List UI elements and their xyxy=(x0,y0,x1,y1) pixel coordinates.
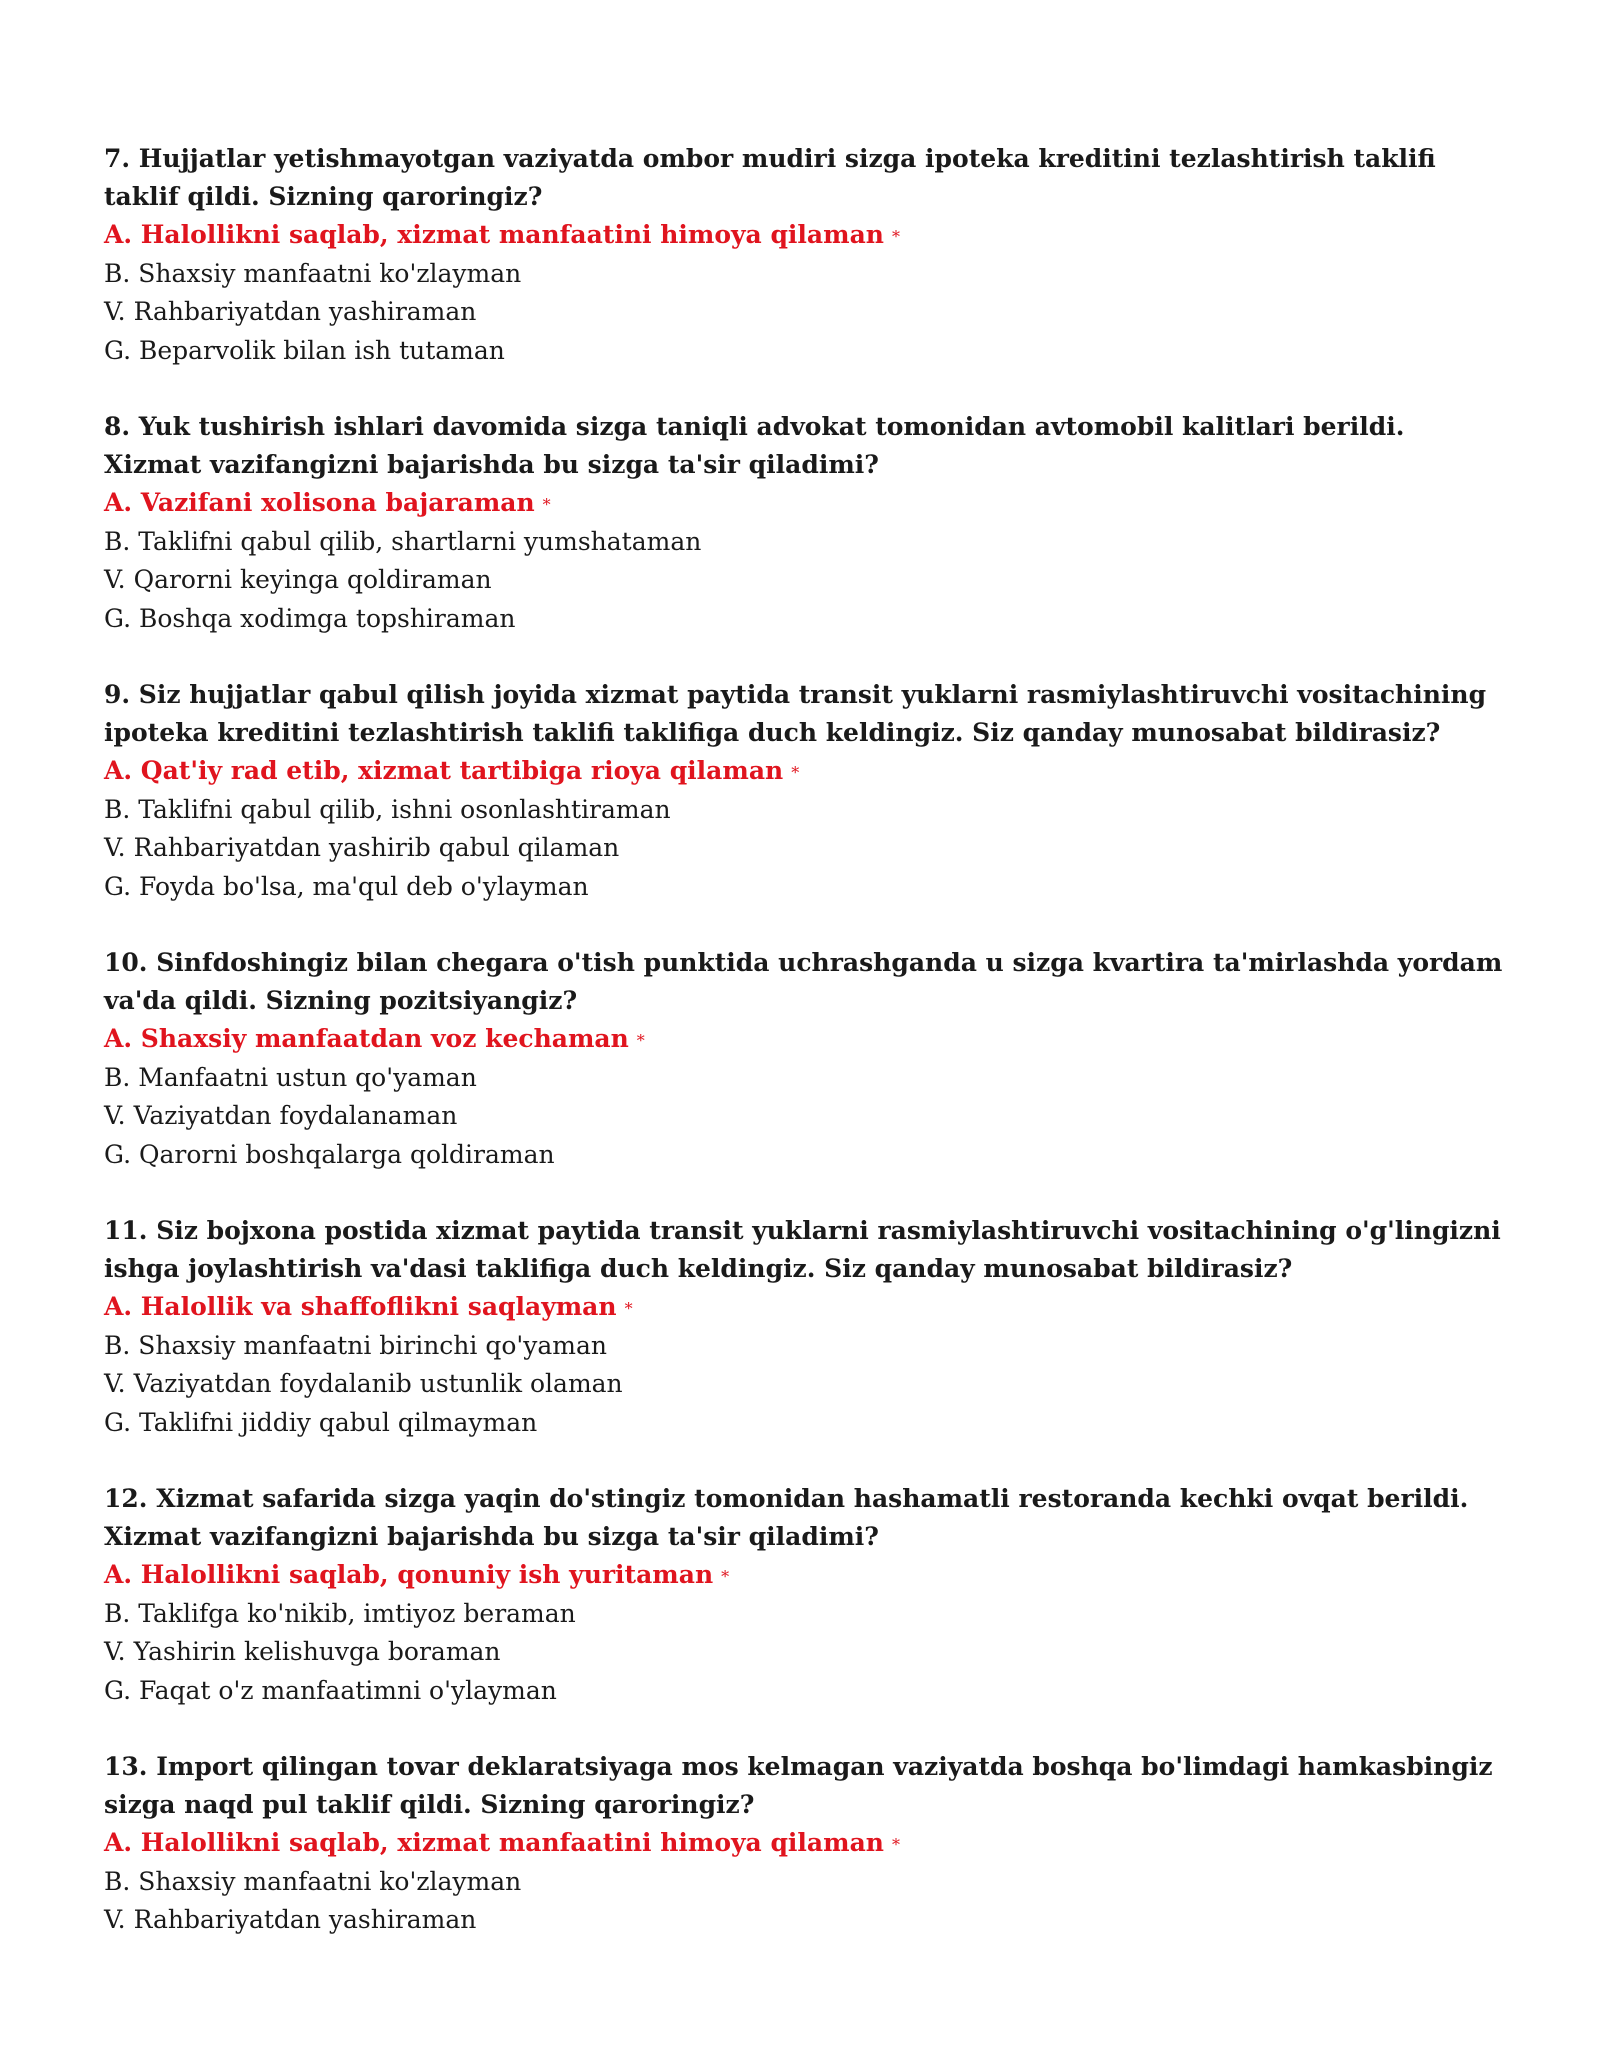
correct-answer-star-icon: * xyxy=(636,1031,645,1050)
answer-option-label: V. Yashirin kelishuvga boraman xyxy=(104,1637,501,1666)
answer-option xyxy=(104,1633,1504,1672)
answer-option-label: V. Rahbariyatdan yashiraman xyxy=(104,297,477,326)
answer-options xyxy=(104,216,1504,370)
answer-option xyxy=(104,1672,1504,1711)
answer-option-label: B. Shaxsiy manfaatni birinchi qo'yaman xyxy=(104,1330,608,1360)
answer-option-label: A. Halollikni saqlab, qonuniy ish yuritaman xyxy=(104,1560,714,1589)
correct-answer-option xyxy=(104,484,1504,523)
answer-option xyxy=(104,1901,1504,1940)
correct-answer-option xyxy=(104,1020,1504,1059)
answer-option-label: G. Faqat o'z manfaatimni o'ylayman xyxy=(104,1675,557,1705)
answer-option-label: V. Vaziyatdan foydalanib ustunlik olaman xyxy=(104,1369,623,1398)
correct-answer-star-icon: * xyxy=(891,227,900,246)
question-block xyxy=(104,408,1504,638)
answer-options xyxy=(104,484,1504,638)
correct-answer-star-icon: * xyxy=(891,1835,900,1854)
correct-answer-star-icon: * xyxy=(721,1567,730,1586)
correct-answer-option xyxy=(104,216,1504,255)
answer-option-label: G. Foyda bo'lsa, ma'qul deb o'ylayman xyxy=(104,871,589,901)
question-text: 11. Siz bojxona postida xizmat paytida transit yuklarni rasmiylashtiruvchi vositachining o'g'lingizni ishga joylashtirish va'dasi taklifiga duch keldingiz. Siz qanday munosabat bildirasiz? xyxy=(104,1216,1501,1283)
question-block xyxy=(104,944,1504,1174)
answer-option-label: A. Shaxsiy manfaatdan voz kechaman xyxy=(104,1024,629,1053)
answer-option-label: B. Shaxsiy manfaatni ko'zlayman xyxy=(104,1866,522,1896)
answer-option xyxy=(104,1327,1504,1366)
answer-option xyxy=(104,791,1504,830)
answer-option-label: V. Rahbariyatdan yashiraman xyxy=(104,1905,477,1934)
answer-options xyxy=(104,1556,1504,1710)
answer-option xyxy=(104,1365,1504,1404)
answer-option-label: B. Taklifga ko'nikib, imtiyoz beraman xyxy=(104,1598,576,1628)
answer-option xyxy=(104,600,1504,639)
correct-answer-star-icon: * xyxy=(791,763,800,782)
answer-option-label: V. Vaziyatdan foydalanaman xyxy=(104,1101,458,1130)
question-block xyxy=(104,1480,1504,1710)
question-text: 12. Xizmat safarida sizga yaqin do'stingiz tomonidan hashamatli restoranda kechki ovqat berildi. Xizmat vazifangizni bajarishda bu sizga ta'sir qiladimi? xyxy=(104,1484,1469,1551)
correct-answer-option xyxy=(104,752,1504,791)
answer-option-label: A. Qat'iy rad etib, xizmat tartibiga rioya qilaman xyxy=(104,756,784,785)
question-text: 13. Import qilingan tovar deklaratsiyaga mos kelmagan vaziyatda boshqa bo'limdagi hamkasbingiz sizga naqd pul taklif qildi. Sizning qaroringiz? xyxy=(104,1752,1493,1819)
answer-option-label: G. Boshqa xodimga topshiraman xyxy=(104,603,516,633)
answer-options xyxy=(104,1824,1504,1940)
answer-option-label: V. Rahbariyatdan yashirib qabul qilaman xyxy=(104,833,620,862)
answer-option xyxy=(104,868,1504,907)
question-text: 9. Siz hujjatlar qabul qilish joyida xizmat paytida transit yuklarni rasmiylashtiruvchi vositachining ipoteka kreditini tezlashtirish taklifi taklifiga duch keldingiz. Siz qanday munosabat bildirasiz? xyxy=(104,680,1487,747)
question-text: 10. Sinfdoshingiz bilan chegara o'tish punktida uchrashganda u sizga kvartira ta'mirlashda yordam va'da qildi. Sizning pozitsiyangiz? xyxy=(104,948,1503,1015)
correct-answer-option xyxy=(104,1824,1504,1863)
question-list xyxy=(104,140,1504,1978)
answer-option-label: A. Vazifani xolisona bajaraman xyxy=(104,488,535,517)
answer-options xyxy=(104,1020,1504,1174)
answer-option xyxy=(104,1595,1504,1634)
question-block xyxy=(104,140,1504,370)
answer-option xyxy=(104,561,1504,600)
correct-answer-star-icon: * xyxy=(542,495,551,514)
answer-option-label: B. Taklifni qabul qilib, shartlarni yumshataman xyxy=(104,526,702,556)
answer-option-label: G. Beparvolik bilan ish tutaman xyxy=(104,335,505,365)
answer-option xyxy=(104,1863,1504,1902)
answer-option xyxy=(104,1404,1504,1443)
question-block xyxy=(104,676,1504,906)
answer-options xyxy=(104,752,1504,906)
answer-option xyxy=(104,523,1504,562)
answer-option xyxy=(104,1136,1504,1175)
answer-option-label: G. Taklifni jiddiy qabul qilmayman xyxy=(104,1407,538,1437)
answer-option-label: A. Halollikni saqlab, xizmat manfaatini himoya qilaman xyxy=(104,220,884,249)
answer-option-label: B. Shaxsiy manfaatni ko'zlayman xyxy=(104,258,522,288)
answer-option-label: B. Taklifni qabul qilib, ishni osonlashtiraman xyxy=(104,794,671,824)
answer-option-label: B. Manfaatni ustun qo'yaman xyxy=(104,1062,477,1092)
question-text: 7. Hujjatlar yetishmayotgan vaziyatda ombor mudiri sizga ipoteka kreditini tezlashtirish taklifi taklif qildi. Sizning qaroringiz? xyxy=(104,144,1436,211)
answer-option xyxy=(104,1059,1504,1098)
correct-answer-star-icon: * xyxy=(624,1299,633,1318)
answer-option xyxy=(104,829,1504,868)
answer-option xyxy=(104,255,1504,294)
correct-answer-option xyxy=(104,1556,1504,1595)
answer-options xyxy=(104,1288,1504,1442)
answer-option xyxy=(104,1097,1504,1136)
answer-option-label: A. Halollik va shaffoflikni saqlayman xyxy=(104,1292,617,1321)
question-block xyxy=(104,1212,1504,1442)
answer-option xyxy=(104,332,1504,371)
answer-option xyxy=(104,293,1504,332)
question-block xyxy=(104,1748,1504,1940)
question-text: 8. Yuk tushirish ishlari davomida sizga taniqli advokat tomonidan avtomobil kalitlari berildi. Xizmat vazifangizni bajarishda bu sizga ta'sir qiladimi? xyxy=(104,412,1405,479)
answer-option-label: G. Qarorni boshqalarga qoldiraman xyxy=(104,1139,555,1169)
answer-option-label: A. Halollikni saqlab, xizmat manfaatini himoya qilaman xyxy=(104,1828,884,1857)
answer-option-label: V. Qarorni keyinga qoldiraman xyxy=(104,565,492,594)
correct-answer-option xyxy=(104,1288,1504,1327)
